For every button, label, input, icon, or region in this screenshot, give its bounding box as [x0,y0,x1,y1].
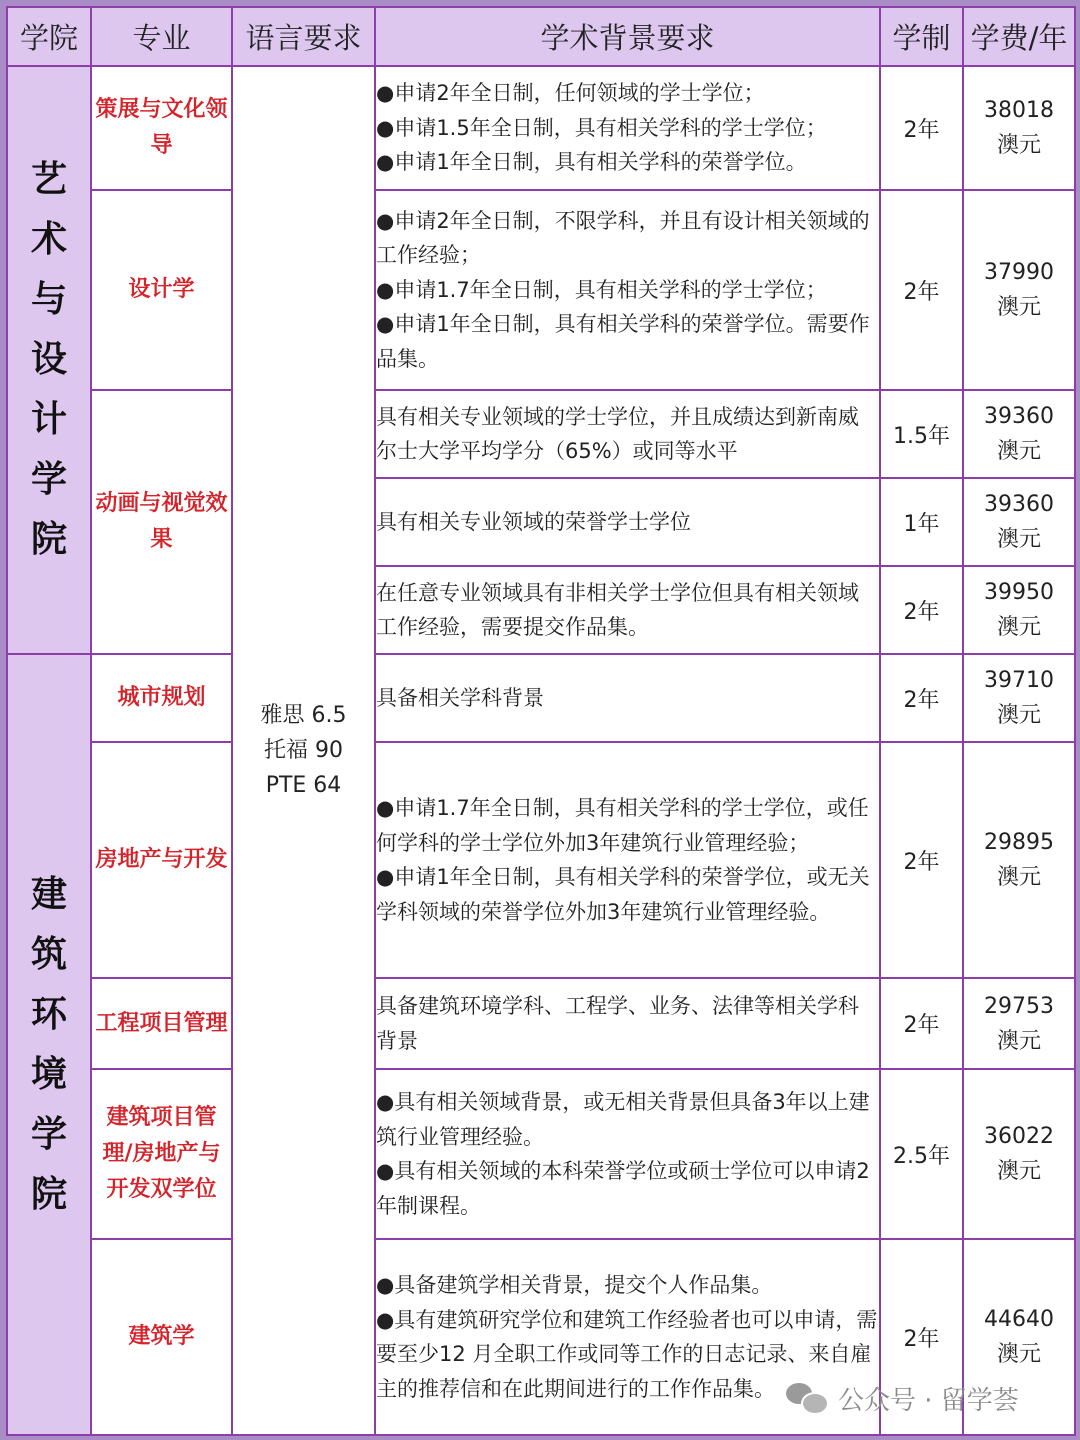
requirement-item: ●申请1.7年全日制，具有相关学科的学士学位，或任何学科的学士学位外加3年建筑行业管理经验； [376,796,869,855]
fee-unit: 澳元 [996,133,1041,158]
fee-cell [963,978,1075,1069]
requirement-item: 具备相关学科背景 [376,685,544,710]
requirement-item: ●申请2年全日制，任何领域的学士学位； [376,81,765,106]
fee-unit: 澳元 [996,1028,1041,1054]
requirement-item: ●申请2年全日制，不限学科，并且有设计相关领域的工作经验； [376,208,870,268]
requirement-item: 具有相关专业领域的学士学位，并且成绩达到新南威尔士大学平均学分（65%）或同等水平 [376,404,859,463]
requirement-item: ●申请1.7年全日制，具有相关学科的学士学位； [376,277,827,302]
major-cell [91,1239,232,1435]
language-requirement-cell [232,66,375,1435]
duration-cell: 2.5年 [880,1069,963,1239]
major-name: 策展与文化领导 [95,97,228,158]
fee-unit: 澳元 [996,615,1041,640]
header-language: 语言要求 [232,7,375,66]
major-cell [91,654,232,742]
watermark [786,1376,1019,1420]
duration-cell: 2年 [880,566,963,654]
requirement-cell [375,654,880,742]
major-cell [91,1069,232,1239]
major-cell [91,978,232,1069]
header-fee: 学费/年 [963,7,1075,66]
fee-amount: 29753 [984,993,1054,1019]
language-toefl: 托福 90 [264,738,343,763]
college-cell-art-design [7,66,91,654]
table-row [7,654,1075,742]
table-row [7,978,1075,1069]
major-name: 动画与视觉效果 [95,491,228,552]
requirement-item: ●申请1年全日制，具有相关学科的荣誉学位。 [376,150,807,175]
fee-unit: 澳元 [996,439,1041,464]
duration-cell: 2年 [880,654,963,742]
requirement-item: ●具有相关领域背景，或无相关背景但具备3年以上建筑行业管理经验。 [376,1090,870,1149]
fee-cell [963,1069,1075,1239]
college-name: 建筑环境学院 [30,873,67,1215]
language-ielts: 雅思 6.5 [260,703,347,728]
requirement-item: ●申请1年全日制，具有相关学科的荣誉学位。需要作品集。 [376,312,870,371]
header-major: 专业 [91,7,232,66]
fee-unit: 澳元 [996,527,1041,552]
requirement-cell [375,978,880,1069]
duration-cell: 2年 [880,1239,963,1435]
fee-cell [963,566,1075,654]
header-duration: 学制 [880,7,963,66]
duration-cell: 1.5年 [880,390,963,478]
major-cell [91,390,232,654]
table-row [7,1069,1075,1239]
major-name: 建筑学 [128,1324,195,1349]
requirement-item: ●申请1年全日制，具有相关学科的荣誉学位，或无关学科领域的荣誉学位外加3年建筑行业管理经验。 [376,865,870,924]
major-name: 工程项目管理 [95,1010,228,1036]
requirement-item: ●具备建筑学相关背景，提交个人作品集。 [376,1273,773,1297]
major-cell [91,66,232,190]
fee-unit: 澳元 [996,1342,1041,1367]
requirement-cell [375,66,880,190]
requirement-cell [375,566,880,654]
duration-cell: 2年 [880,190,963,390]
fee-amount: 36022 [984,1124,1054,1149]
major-name: 房地产与开发 [95,847,228,872]
requirement-cell [375,1069,880,1239]
header-row [7,7,1075,66]
requirement-item: 具备建筑环境学科、工程学、业务、法律等相关学科背景 [376,994,859,1053]
major-cell [91,190,232,390]
requirement-cell [375,478,880,566]
fee-amount: 39950 [984,580,1054,605]
program-table [6,6,1076,1436]
fee-amount: 37990 [984,260,1054,285]
requirement-item: ●具有建筑研究学位和建筑工作经验者也可以申请，需要至少12 月全职工作或同等工作的日志记录、来自雇主的推荐信和在此期间进行的工作作品集。 [376,1307,878,1401]
major-name: 设计学 [128,277,195,302]
duration-cell: 2年 [880,978,963,1069]
wechat-icon [786,1381,828,1415]
major-cell [91,742,232,978]
table-row [7,190,1075,390]
fee-unit: 澳元 [996,295,1041,320]
duration-cell: 1年 [880,478,963,566]
header-background: 学术背景要求 [375,7,880,66]
requirement-item: ●申请1.5年全日制，具有相关学科的学士学位； [376,115,827,140]
fee-cell [963,478,1075,566]
requirement-cell [375,190,880,390]
fee-amount: 29895 [984,830,1054,855]
fee-amount: 39710 [984,668,1054,693]
fee-amount: 39360 [984,404,1054,429]
fee-unit: 澳元 [996,865,1041,890]
fee-amount: 39360 [984,492,1054,517]
fee-unit: 澳元 [996,703,1041,728]
fee-cell [963,190,1075,390]
table-row [7,742,1075,978]
table-row [7,390,1075,478]
fee-cell [963,390,1075,478]
fee-cell [963,66,1075,190]
requirement-item: 在任意专业领域具有非相关学士学位但具有相关领域工作经验，需要提交作品集。 [376,580,859,639]
duration-cell: 2年 [880,66,963,190]
major-name: 城市规划 [117,685,206,710]
requirement-cell [375,390,880,478]
language-pte: PTE 64 [265,773,342,798]
watermark-text: 公众号 · 留学荟 [838,1385,1019,1416]
table-row [7,66,1075,190]
requirement-item: ●具有相关领域的本科荣誉学位或硕士学位可以申请2年制课程。 [376,1159,870,1218]
fee-unit: 澳元 [996,1159,1041,1184]
college-name: 艺术与设计学院 [30,159,67,560]
header-college: 学院 [7,7,91,66]
duration-cell: 2年 [880,742,963,978]
college-cell-built-environment [7,654,91,1435]
major-name: 建筑项目管理/房地产与开发双学位 [102,1105,221,1202]
requirement-item: 具有相关专业领域的荣誉学士学位 [376,509,691,534]
fee-amount: 44640 [984,1307,1054,1332]
requirement-cell [375,742,880,978]
fee-amount: 38018 [984,98,1054,123]
fee-cell [963,742,1075,978]
fee-cell [963,654,1075,742]
